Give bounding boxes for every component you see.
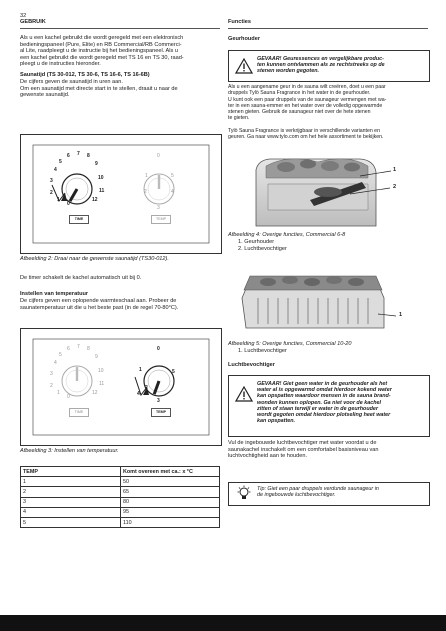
temp-number: 3: [157, 205, 160, 211]
timer-heading: Saunatijd (TS 30-012, TS 30-6, TS 16-6, TS 16-6B): [20, 72, 150, 78]
timer-number: 3: [50, 371, 53, 377]
timer-number: 10: [98, 175, 104, 181]
figure4-item: 2. Luchtbevochtiger: [238, 246, 287, 252]
humidifier-heading: Luchtbevochtiger: [228, 362, 275, 368]
table-cell: 110: [121, 517, 220, 527]
timer-number: 9: [95, 354, 98, 360]
section-title: GEBRUIK: [20, 19, 46, 25]
tip-text: Tip: Giet een paar druppels verdunde saunageur in de ingebouwde luchtbevochtiger.: [257, 486, 379, 499]
temp-number: 4: [171, 189, 174, 195]
timer-number: 8: [87, 153, 90, 159]
warning-icon: [235, 386, 253, 402]
temp-number: 2: [145, 385, 148, 391]
heater-commercial-6-8-figure: [228, 150, 428, 232]
warning-box-humidifier: [228, 375, 430, 437]
humidifier-paragraph: Vul de ingebouwde luchtbevochtiger met water voordat u de saunakachel inschakelt om een comfortabel basisniveau van luchtvochtigheid aan te houden.: [228, 440, 379, 460]
timer-number: 6: [67, 153, 70, 159]
timer-number: 4: [54, 167, 57, 173]
table-cell: 80: [121, 497, 220, 507]
table-row: [21, 517, 220, 527]
timer-number: 5: [59, 352, 62, 358]
header-rule-right: [228, 28, 428, 29]
table-header: TEMP: [21, 467, 121, 477]
control-panel-temp-figure: [20, 328, 222, 446]
temperature-table: [20, 466, 220, 528]
callout-label: 1: [393, 167, 397, 173]
figure2-caption: Afbeelding 2: Draai naar de gewenste saunatijd (TS30-012).: [20, 256, 169, 262]
table-cell: 1: [21, 477, 121, 487]
footer-bar: [0, 615, 446, 631]
timer-number: 11: [99, 188, 105, 194]
temp-paragraph: De cijfers geven een oplopende warmteschaal aan. Probeer de saunatemperatuur uit die u het beste past (in de regel 70-80°C).: [20, 298, 179, 311]
timer-number: 4: [54, 360, 57, 366]
callout-label: 1: [399, 312, 403, 318]
timer-button: TIME: [69, 215, 89, 224]
timer-button: TIME: [69, 408, 89, 417]
warning-text: GEVAAR! Geuressences en vergelijkbare produc- ten kunnen ontvlammen als ze rechtstreeks op de stenen worden gegoten.: [257, 56, 385, 75]
temp-button: TEMP: [151, 408, 171, 417]
table-row: [21, 477, 220, 487]
temp-number: 5: [171, 173, 174, 179]
table-cell: 65: [121, 487, 220, 497]
figure4-item: 1. Geurhouder: [238, 239, 275, 245]
temp-number: 1: [139, 367, 142, 373]
figure5-item: 1. Luchtbevochtiger: [238, 348, 287, 354]
page-number: 32: [20, 13, 27, 19]
table-cell: 5: [21, 517, 121, 527]
control-panel-timer-figure: [20, 134, 222, 254]
temp-number: 4: [137, 391, 140, 397]
table-cell: 2: [21, 487, 121, 497]
temp-number: 5: [172, 369, 175, 375]
right-header: Functies: [228, 19, 252, 25]
timer-number: 1: [57, 390, 60, 396]
timer-number: 12: [92, 197, 98, 203]
timer-number: 0: [67, 394, 70, 400]
timer-number: 6: [67, 346, 70, 352]
holder-heading: Geurhouder: [228, 36, 261, 42]
table-cell: 3: [21, 497, 121, 507]
timer-number: 2: [50, 383, 53, 389]
figure3-caption: Afbeelding 3: Instellen van temperatuur.: [20, 448, 119, 454]
heater-commercial-10-20-figure: [228, 268, 428, 336]
warning-box-fragrance: [228, 50, 430, 82]
intro-paragraph: Als u een kachel gebruikt die wordt geregeld met een elektronisch bedieningspaneel (Pure, Elite) en RB Commercial/RB Commerci- al Lite, raadpleegt u de instructie bij het bedieningspaneel. Als u een kachel gebruikt die wordt geregeld met TS 16 en TS 30, raad- pleegt u de instructies hieronder.: [20, 35, 184, 68]
figure5-caption: Afbeelding 5: Overige functies, Commercial 10-20: [228, 341, 352, 347]
temp-number: 0: [157, 346, 160, 352]
table-cell: 50: [121, 477, 220, 487]
timer-number: 8: [87, 346, 90, 352]
lightbulb-icon: [236, 485, 252, 503]
timer-number: 9: [95, 161, 98, 167]
timer-number: 1: [57, 197, 60, 203]
timer-number: 11: [99, 381, 105, 387]
timer-off-note: De timer schakelt de kachel automatisch uit bij 0.: [20, 275, 142, 281]
heater-illustration: [228, 150, 428, 232]
table-row: [21, 487, 220, 497]
timer-number: 5: [59, 159, 62, 165]
table-row: [21, 507, 220, 517]
temp-button: TEMP: [151, 215, 171, 224]
table-header: Komt overeen met ca.: x °C: [121, 467, 220, 477]
temp-number: 3: [157, 398, 160, 404]
table-header-row: [21, 467, 220, 477]
table-cell: 95: [121, 507, 220, 517]
table-cell: 4: [21, 507, 121, 517]
timer-number: 10: [98, 368, 104, 374]
timer-number: 7: [77, 151, 80, 157]
timer-number: 3: [50, 178, 53, 184]
timer-number: 0: [67, 201, 70, 207]
timer-number: 2: [50, 190, 53, 196]
warning-text: GEVAAR! Giet geen water in de geurhouder als het water al is opgewarmd omdat hierdoor kokend water kan opspatten waardoor mensen in de sauna brand- wonden kunnen oplopen. Ga niet voor de kachel zitten of staan terwijl er water in de geurhouder wordt gegoten omdat hierdoor plotseling heet water kan opspatten.: [257, 381, 392, 425]
tip-box: [228, 482, 430, 506]
temp-heading: Instellen van temperatuur: [20, 291, 89, 297]
timer-number: 7: [77, 344, 80, 350]
callout-label: 2: [393, 184, 397, 190]
timer-number: 12: [92, 390, 98, 396]
temp-number: 2: [144, 189, 147, 195]
figure4-caption: Afbeelding 4: Overige functies, Commercial 6-8: [228, 232, 346, 238]
temp-number: 1: [145, 173, 148, 179]
table-row: [21, 497, 220, 507]
warning-icon: [235, 58, 253, 74]
holder-paragraph: Als u een aangename geur in de sauna wilt creëren, doet u een paar druppels Tylö Sauna Fragrance in het water in de geurhouder. U kunt ook een paar druppels van de saunageur vermengen met wa- ter in een sauna-emmer en het water over de volledig opgewarmde stenen gieten. Gebruik de saunageur niet over de hete stenen te gieten.: [228, 84, 387, 122]
heater-illustration: [228, 268, 428, 336]
temp-number: 0: [157, 153, 160, 159]
fragrance-paragraph: Tylö Sauna Fragrance is verkrijgbaar in verschillende varianten en geuren. Ga naar www.tylo.com om het hele assortiment te bekijken.: [228, 128, 384, 141]
header-rule-left: [20, 28, 220, 29]
timer-paragraph: De cijfers geven de saunatijd in uren aan. Om een saunatijd met directe start in te stellen, draait u naar de gewenste saunatijd.: [20, 79, 178, 99]
